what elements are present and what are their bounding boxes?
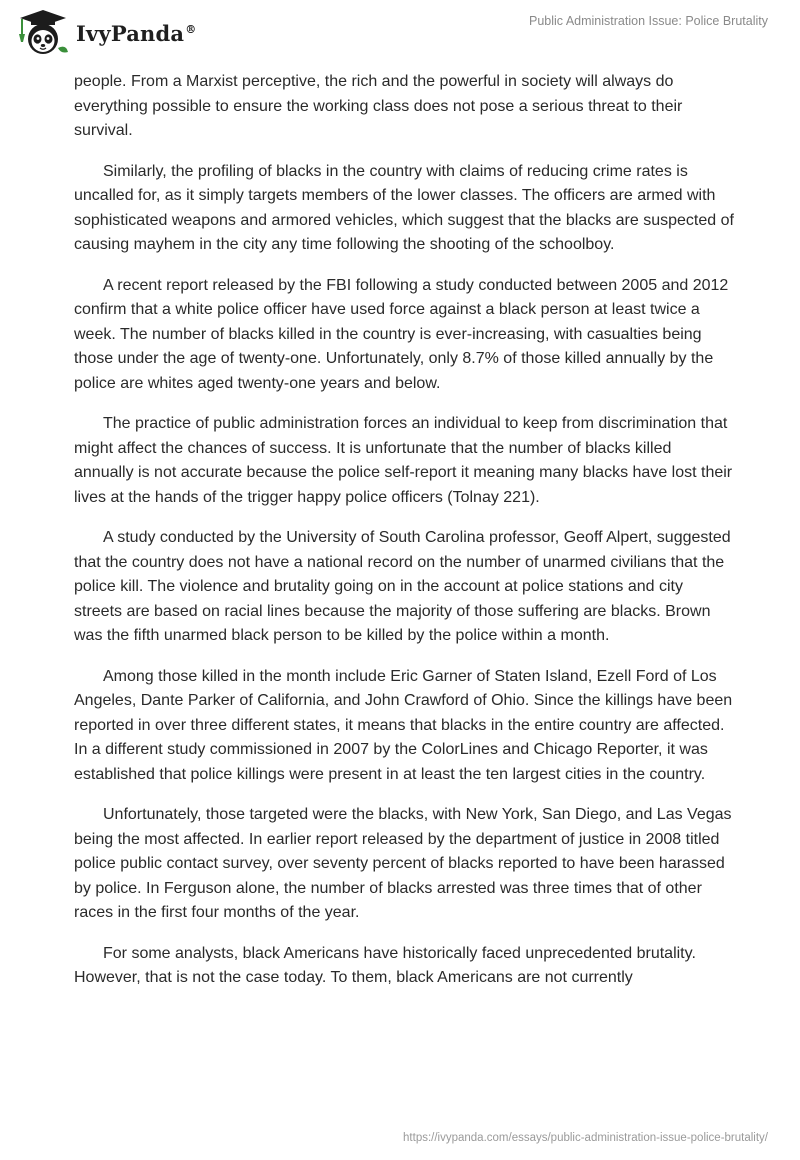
paragraph: Similarly, the profiling of blacks in the country with claims of reducing crime rates is uncalled for, as it simply targets members of the lower classes. The officers are armed with sophisticated weapons and armored vehicles, which suggest that the blacks are suspected of causing mayhem in the city any time following the shooting of the schoolboy. bbox=[74, 162, 734, 253]
paragraph: The practice of public administration forces an individual to keep from discrimination that might affect the chances of success. It is unfortunate that the number of blacks killed annually is not accurate because the police self-report it meaning many blacks have lost their lives at the hands of the trigger happy police officers (Tolnay 221). bbox=[74, 415, 733, 506]
document-title: Public Administration Issue: Police Brutality bbox=[529, 14, 768, 28]
paragraph: A study conducted by the University of South Carolina professor, Geoff Alpert, suggested that the country does not have a national record on the number of unarmed civilians that the police kill. The violence and brutality going on in the account at police stations and city streets are based on racial lines because the majority of those suffering are blacks. Brown was the fifth unarmed black person to be killed by the police within a month. bbox=[74, 529, 731, 644]
brand-name: IvyPanda® bbox=[76, 20, 197, 46]
paragraph: Unfortunately, those targeted were the blacks, with New York, San Diego, and Las Vegas being the most affected. In earlier report released by the department of justice in 2008 titled police public contact survey, over seventy percent of blacks reported to have been harassed by police. In Ferguson alone, the number of blacks arrested was three times that of other races in the first four months of the year. bbox=[74, 806, 732, 921]
ivypanda-logo[interactable] bbox=[14, 8, 196, 58]
source-url-link[interactable]: https://ivypanda.com/essays/public-administration-issue-police-brutality/ bbox=[403, 1132, 768, 1144]
panda-graduate-icon bbox=[14, 8, 72, 58]
page-header bbox=[0, 0, 800, 66]
paragraph: A recent report released by the FBI following a study conducted between 2005 and 2012 confirm that a white police officer have used force against a black person at least twice a week. The number of blacks killed in the country is ever-increasing, with casualties being those under the age of twenty-one. Unfortunately, only 8.7% of those killed annually by the police are whites aged twenty-one years and below. bbox=[74, 276, 729, 392]
paragraph: people. From a Marxist perceptive, the rich and the powerful in society will always do everything possible to ensure the working class does not pose a serious threat to their survival. bbox=[74, 73, 683, 139]
paragraph: Among those killed in the month include Eric Garner of Staten Island, Ezell Ford of Los Angeles, Dante Parker of California, and John Crawford of Ohio. Since the killings have been reported in over three different states, it means that blacks in the entire country are affected. In a different study commissioned in 2007 by the ColorLines and Chicago Reporter, it was established that police killings were present in at least the ten largest cities in the country. bbox=[74, 667, 733, 783]
essay-body bbox=[74, 70, 734, 1007]
registered-mark: ® bbox=[185, 22, 197, 36]
paragraph: For some analysts, black Americans have historically faced unprecedented brutality. However, that is not the case today. To them, black Americans are not currently bbox=[74, 944, 696, 986]
